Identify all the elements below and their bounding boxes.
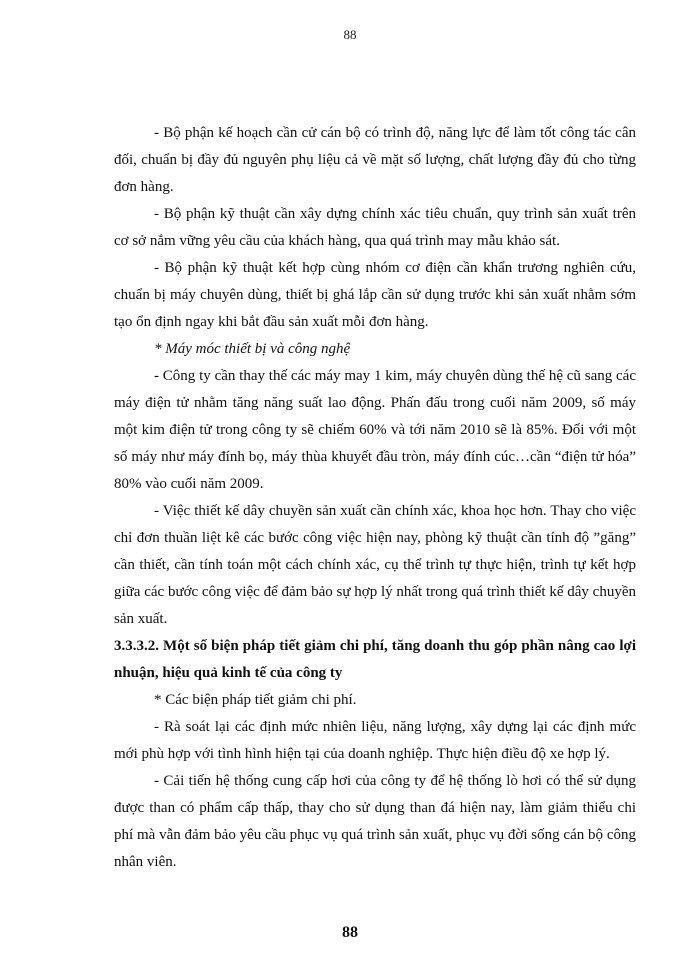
paragraph-review-norms: - Rà soát lại các định mức nhiên liệu, năng lượng, xây dựng lại các định mức mới phù hợp với tình hình hiện tại của doanh nghiệp. Thực hiện điều độ xe hợp lý. — [114, 719, 636, 762]
paragraph-production-line-design: - Việc thiết kế dây chuyền sản xuất cần chính xác, khoa học hơn. Thay cho việc chỉ đơn thuần liệt kê các bước công việc hiện nay, phòng kỹ thuật cần tính độ ”găng” cần thiết, cần tính toán một cách chính xác, cụ thể trình tự thực hiện, trình tự kết hợp giữa các bước công việc để đảm bảo sự hợp lý nhất trong quá trình thiết kế dây chuyền sản xuất. — [114, 503, 636, 627]
header-page-number: 88 — [343, 27, 357, 42]
footer-page-number: 88 — [342, 924, 358, 941]
paragraph-steam-system: - Cải tiến hệ thống cung cấp hơi của công ty để hệ thống lò hơi có thể sử dụng được than có phẩm cấp thấp, thay cho sử dụng than đá hiện nay, làm giảm thiểu chi phí mà vẫn đảm bảo yêu cầu phục vụ quá trình sản xuất, phục vụ đời sống cán bộ công nhân viên. — [114, 773, 636, 870]
paragraph-technical-dept-standards: - Bộ phận kỹ thuật cần xây dựng chính xác tiêu chuẩn, quy trình sản xuất trên cơ sở nắm vững yêu cầu của khách hàng, qua quá trình may mẫu khảo sát. — [114, 206, 636, 249]
paragraph-planning-dept: - Bộ phận kế hoạch cần cử cán bộ có trình độ, năng lực để làm tốt công tác cân đối, chuẩn bị đầy đủ nguyên phụ liệu cả về mặt số lượng, chất lượng đầy đủ cho từng đơn hàng. — [114, 125, 636, 195]
paragraph-technical-dept-machinery: - Bộ phận kỹ thuật kết hợp cùng nhóm cơ điện cần khẩn trương nghiên cứu, chuẩn bị máy chuyên dùng, thiết bị ghá lắp cần sử dụng trước khi sản xuất nhằm sớm tạo ổn định ngay khi bắt đầu sản xuất mỗi đơn hàng. — [114, 260, 636, 330]
document-body — [114, 120, 636, 876]
section-heading-3-3-3-2: 3.3.3.2. Một số biện pháp tiết giảm chi phí, tăng doanh thu góp phần nâng cao lợi nhuận, hiệu quả kinh tế của công ty — [114, 638, 636, 681]
subheading-cost-reduction: * Các biện pháp tiết giảm chi phí. — [154, 692, 357, 708]
subheading-machinery-technology: * Máy móc thiết bị và công nghệ — [154, 341, 351, 357]
paragraph-replace-machines: - Công ty cần thay thế các máy may 1 kim, máy chuyên dùng thế hệ cũ sang các máy điện tử nhằm tăng năng suất lao động. Phấn đấu trong cuối năm 2009, số máy một kim điện tử trong công ty sẽ chiếm 60% và tới năm 2010 sẽ là 85%. Đối với một số máy như máy đính bọ, máy thùa khuyết đầu tròn, máy đính cúc…cần “điện tử hóa” 80% vào cuối năm 2009. — [114, 368, 636, 492]
